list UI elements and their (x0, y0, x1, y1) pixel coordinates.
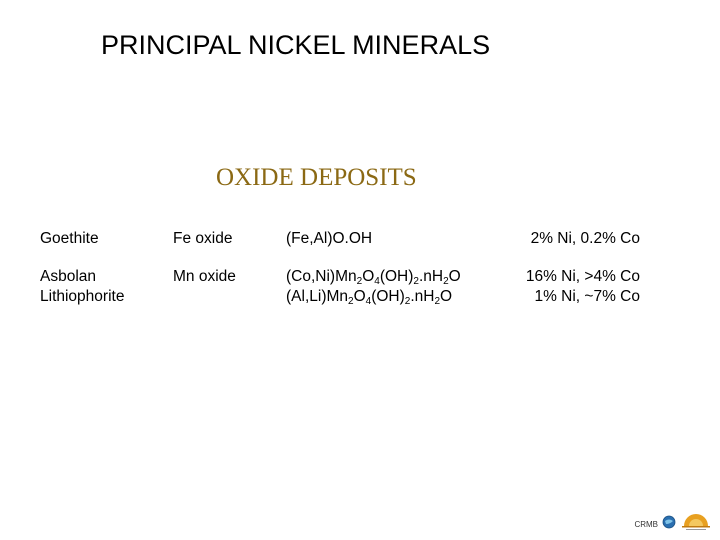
mineral-row-lithiophorite (0, 287, 720, 307)
crmb-logo-text: CRMB (634, 519, 658, 529)
mineral-name: Goethite (40, 230, 99, 247)
slide-title: PRINCIPAL NICKEL MINERALS (101, 30, 491, 60)
mineral-type: Mn oxide (173, 268, 236, 285)
mineral-grade: 1% Ni, ~7% Co (534, 288, 640, 305)
globe-logo-icon (662, 515, 676, 534)
mineral-type: Fe oxide (173, 230, 233, 247)
mineral-formula: (Fe,Al)O.OH (286, 230, 373, 247)
mineral-grade: 16% Ni, >4% Co (525, 268, 640, 285)
mineral-formula: $(Al,Li)Mn_2O_4(OH)_2.nH_2O$ (286, 288, 453, 307)
mineral-name: Asbolan (40, 268, 97, 285)
mineral-formula: $(Co,Ni)Mn_2O_4(OH)_2.nH_2O$ (286, 268, 461, 287)
mineral-row-goethite (0, 229, 720, 249)
mineral-grade: 2% Ni, 0.2% Co (530, 230, 640, 247)
section-heading: OXIDE DEPOSITS (216, 164, 417, 191)
mineral-name: Lithiophorite (40, 288, 125, 305)
mineral-row-asbolan (0, 267, 720, 287)
footer-logos (634, 512, 712, 536)
sunrise-logo-icon (680, 512, 712, 537)
